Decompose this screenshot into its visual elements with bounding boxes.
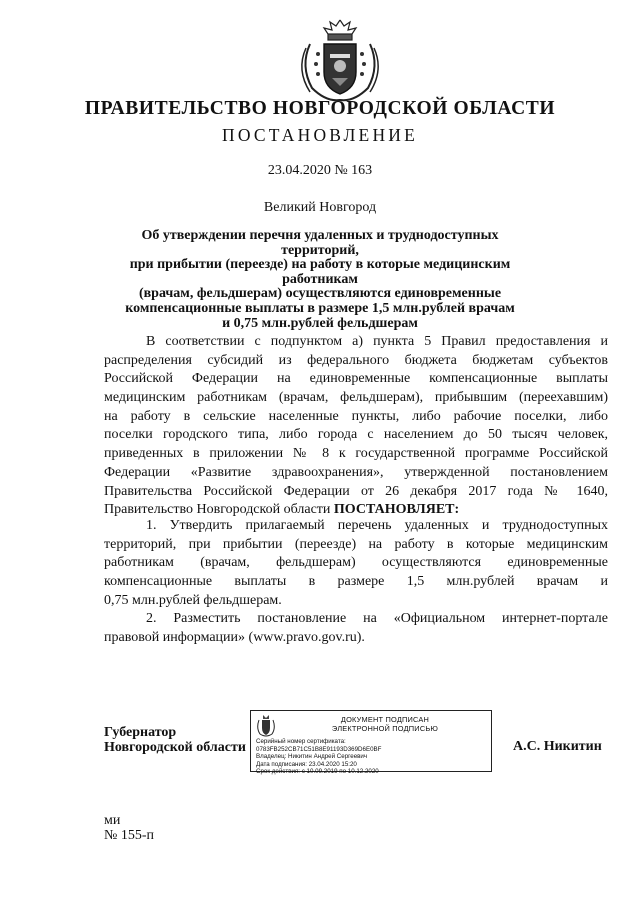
paragraph-line: медицинским работникам (врачам, фельдшерам), прибывшим (переехавшим): [104, 390, 608, 406]
resolution-text: Правительство Новгородской области: [104, 502, 334, 518]
executor-initials: ми: [104, 813, 121, 828]
place-of-issue: Великий Новгород: [263, 200, 377, 215]
certificate-validity: Срок действия: с 10.09.2019 по 10.12.2020: [256, 768, 379, 776]
paragraph-line: распределения субсидий из федерального бюджета бюджетам субъектов: [104, 352, 608, 368]
title-line: при прибытии (переезде) на работу в которые медицинским работникам: [129, 257, 511, 287]
paragraph-item-1: [104, 517, 608, 610]
paragraph-line: компенсационные выплаты в размере 1,5 млн.рублей врачам и: [104, 574, 608, 590]
paragraph-line: 1. Утвердить прилагаемый перечень удаленных и труднодоступных: [146, 518, 608, 533]
document-title: [108, 229, 532, 331]
signatory-position: [104, 726, 246, 755]
coat-of-arms-emblem: [292, 14, 388, 106]
registration-number: № 155-п: [104, 827, 155, 843]
stamp-emblem-icon: [255, 714, 277, 738]
footer-registration: [104, 814, 154, 843]
paragraph-preamble: [104, 333, 608, 520]
government-name: ПРАВИТЕЛЬСТВО НОВГОРОДСКОЙ ОБЛАСТИ: [84, 98, 556, 119]
paragraph-line: поселки городского типа, либо города с населением до 50 тысяч человек,: [104, 427, 608, 443]
electronic-signature-stamp: [250, 710, 492, 776]
paragraph-line: Федерации «Развитие здравоохранения», утвержденной постановлением: [104, 464, 608, 480]
paragraph-line: 2. Разместить постановление на «Официальном интернет-портале: [146, 611, 608, 626]
certificate-label: Серийный номер сертификата:: [256, 738, 346, 745]
paragraph-line: Российской Федерации на единовременные компенсационные выплаты: [104, 371, 608, 387]
certificate-serial: 0783FB252CB71C51B8E91193D369D6E0BF: [256, 745, 382, 753]
stamp-heading-line: ДОКУМЕНТ ПОДПИСАН: [340, 715, 430, 724]
title-line: (врачам, фельдшерам) осуществляются единовременные: [138, 286, 502, 302]
title-line: Об утверждении перечня удаленных и труднодоступных территорий,: [141, 228, 499, 258]
stamp-details: [256, 738, 381, 776]
paragraph-line: В соответствии с подпунктом а) пункта 5 Правил предоставления и: [146, 334, 608, 349]
paragraph-line: работникам (врачам, фельдшерам) осуществляются единовременные: [104, 555, 608, 571]
paragraph-line: территорий, при прибытии (переезде) на работу в которые медицинским: [104, 536, 608, 552]
signatory-name: А.С. Никитин: [513, 739, 602, 754]
stamp-heading-line: ЭЛЕКТРОННОЙ ПОДПИСЬЮ: [331, 723, 439, 733]
signing-date: Дата подписания: 23.04.2020 15:20: [256, 760, 357, 768]
title-line: компенсационные выплаты в размере 1,5 млн.рублей врачам: [125, 300, 515, 316]
paragraph-line: 0,75 млн.рублей фельдшерам.: [104, 592, 282, 608]
paragraph-item-2: [104, 610, 608, 647]
position-title: Губернатор: [104, 725, 177, 740]
paragraph-line: Правительства Российской Федерации от 26 декабря 2017 года № 1640,: [104, 483, 608, 499]
date-and-number: 23.04.2020 № 163: [267, 163, 373, 178]
paragraph-line: правовой информации» (www.pravo.gov.ru).: [104, 629, 365, 645]
paragraph-line: приведенных в приложении № 8 к государственной программе Российской: [104, 446, 608, 462]
title-line: и 0,75 млн.рублей фельдшерам: [222, 315, 418, 331]
document-type: ПОСТАНОВЛЕНИЕ: [221, 125, 419, 145]
certificate-owner: Владелец: Никитин Андрей Сергеевич: [256, 753, 368, 761]
paragraph-line: на работу в сельские населенные пункты, либо рабочие поселки, либо: [104, 408, 608, 424]
stamp-heading: [281, 716, 489, 733]
resolves-keyword: ПОСТАНОВЛЯЕТ:: [333, 502, 460, 518]
position-region: Новгородской области: [104, 739, 246, 755]
